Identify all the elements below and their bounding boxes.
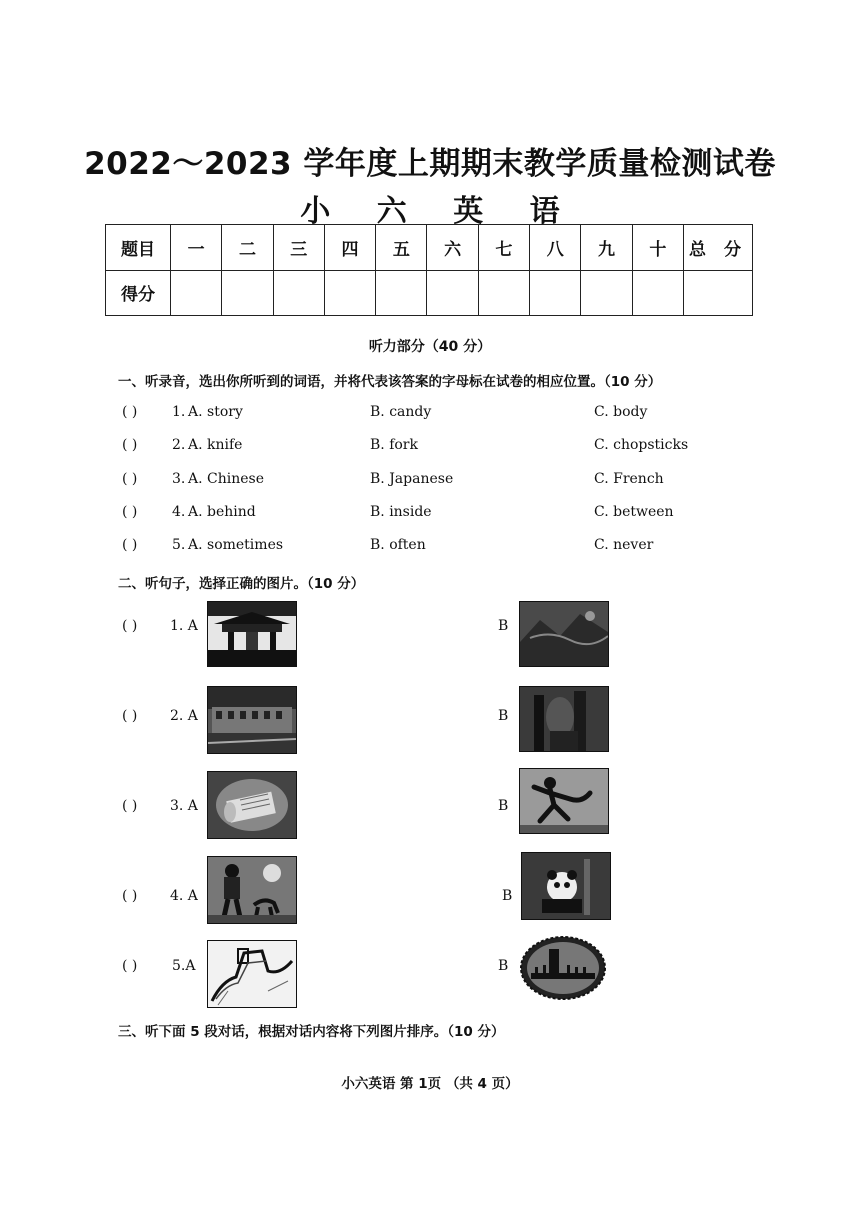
score-cell[interactable]	[376, 270, 427, 316]
score-col: 六	[427, 225, 478, 271]
option-a: A. story	[188, 404, 243, 420]
exam-title: 2022～2023 学年度上期期末教学质量检测试卷	[84, 146, 776, 182]
answer-paren[interactable]: ( )	[122, 798, 138, 814]
answer-paren[interactable]: ( )	[122, 537, 138, 553]
picture-label-b: B	[498, 618, 509, 634]
question-number: 4.	[172, 504, 186, 520]
option-a: A. knife	[188, 437, 243, 453]
picture-label-a: 1. A	[170, 618, 198, 634]
forest-picture[interactable]	[519, 686, 609, 752]
score-col: 五	[376, 225, 427, 271]
score-cell[interactable]	[530, 270, 581, 316]
score-cell[interactable]	[427, 270, 478, 316]
score-cell[interactable]	[222, 270, 273, 316]
score-col: 八	[530, 225, 581, 271]
score-col: 一	[171, 225, 222, 271]
score-row-label: 题目	[106, 225, 171, 271]
score-table	[105, 224, 753, 316]
score-col: 九	[581, 225, 632, 271]
option-a: A. behind	[188, 504, 256, 520]
question-number: 1.	[172, 404, 186, 420]
answer-paren[interactable]: ( )	[122, 618, 138, 634]
section2-heading: 二、听句子，选择正确的图片。（10 分）	[118, 576, 365, 592]
option-c: C. French	[594, 471, 664, 487]
question-number: 2.	[172, 437, 186, 453]
score-cell[interactable]	[478, 270, 529, 316]
picture-label-b: B	[498, 958, 509, 974]
score-cell[interactable]	[632, 270, 683, 316]
dancer-picture[interactable]	[519, 768, 609, 834]
option-b: B. candy	[370, 404, 432, 420]
score-row2-label: 得分	[106, 270, 171, 316]
answer-paren[interactable]: ( )	[122, 404, 138, 420]
city-badge-picture[interactable]	[519, 935, 607, 1001]
picture-label-a: 2. A	[170, 708, 198, 724]
option-c: C. chopsticks	[594, 437, 689, 453]
score-cell[interactable]	[684, 270, 753, 316]
score-col: 四	[324, 225, 375, 271]
option-a: A. Chinese	[188, 471, 264, 487]
option-c: C. body	[594, 404, 648, 420]
answer-paren[interactable]: ( )	[122, 504, 138, 520]
section1-heading: 一、听录音，选出你所听到的词语，并将代表该答案的字母标在试卷的相应位置。（10 分）	[118, 374, 662, 390]
score-col: 三	[273, 225, 324, 271]
answer-paren[interactable]: ( )	[122, 437, 138, 453]
picture-label-b: B	[498, 708, 509, 724]
score-table-header-row	[106, 225, 753, 271]
section3-heading: 三、听下面 5 段对话，根据对话内容将下列图片排序。（10 分）	[118, 1024, 505, 1040]
answer-paren[interactable]: ( )	[122, 471, 138, 487]
answer-paren[interactable]: ( )	[122, 958, 138, 974]
score-cell[interactable]	[273, 270, 324, 316]
town-picture[interactable]	[207, 686, 297, 754]
picture-label-b: B	[502, 888, 513, 904]
exam-subtitle: 小 六 英 语	[300, 194, 578, 229]
score-col: 二	[222, 225, 273, 271]
score-table-score-row	[106, 270, 753, 316]
option-a: A. sometimes	[188, 537, 284, 553]
answer-paren[interactable]: ( )	[122, 888, 138, 904]
listening-header: 听力部分（40 分）	[368, 339, 492, 355]
question-number: 5.	[172, 537, 186, 553]
boy-with-dog-picture[interactable]	[207, 856, 297, 924]
score-cell[interactable]	[581, 270, 632, 316]
option-b: B. inside	[370, 504, 432, 520]
score-cell[interactable]	[171, 270, 222, 316]
option-c: C. never	[594, 537, 654, 553]
picture-label-b: B	[498, 798, 509, 814]
page-footer: 小六英语 第 1页 （共 4 页）	[341, 1076, 519, 1092]
picture-label-a: 4. A	[170, 888, 198, 904]
option-b: B. Japanese	[370, 471, 454, 487]
answer-paren[interactable]: ( )	[122, 708, 138, 724]
great-wall-picture[interactable]	[207, 940, 297, 1008]
option-b: B. fork	[370, 437, 418, 453]
score-cell[interactable]	[324, 270, 375, 316]
option-c: C. between	[594, 504, 674, 520]
mountain-picture[interactable]	[519, 601, 609, 667]
score-col: 十	[632, 225, 683, 271]
option-b: B. often	[370, 537, 426, 553]
picture-label-a: 3. A	[170, 798, 198, 814]
temple-picture[interactable]	[207, 601, 297, 667]
score-col: 七	[478, 225, 529, 271]
picture-label-a: 5.A	[172, 958, 196, 974]
scroll-picture[interactable]	[207, 771, 297, 839]
question-number: 3.	[172, 471, 186, 487]
panda-picture[interactable]	[521, 852, 611, 920]
score-total-label: 总 分	[684, 225, 753, 271]
